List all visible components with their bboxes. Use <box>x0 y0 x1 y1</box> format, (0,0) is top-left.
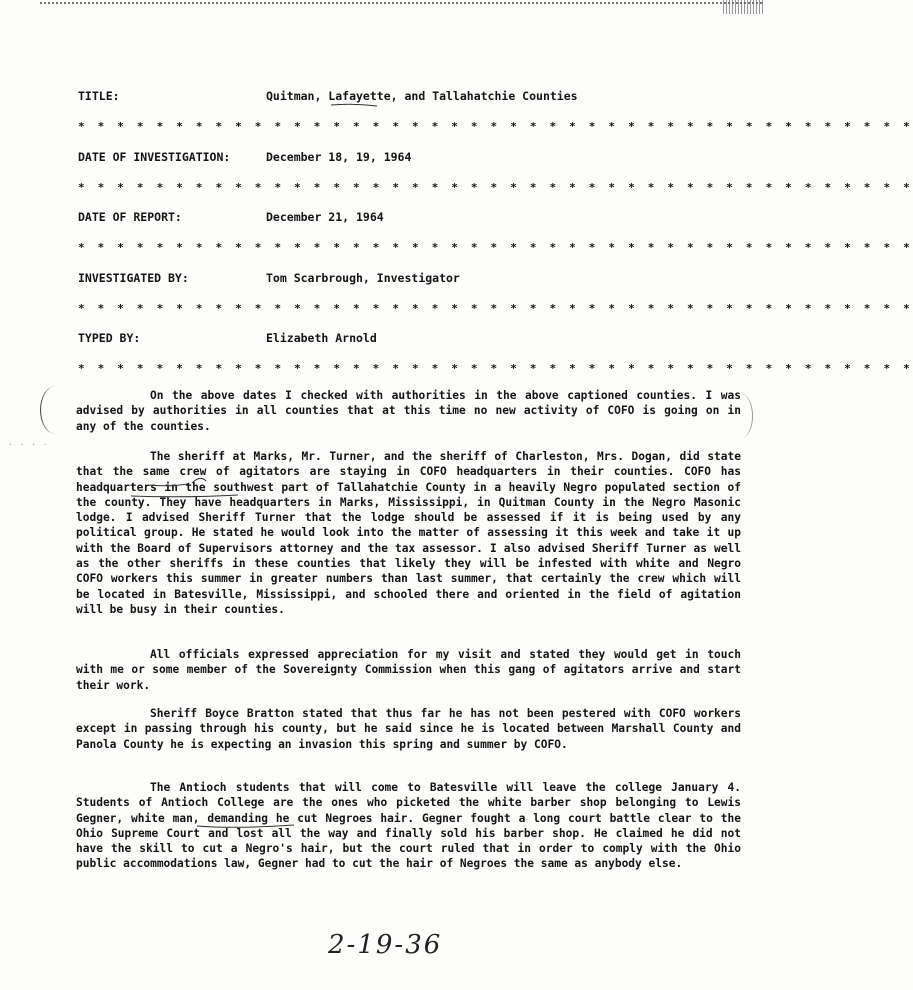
paragraph-5: The Antioch students that will come to Batesville will leave the college January 4. Students of Antioch College are the ones who picketed the white barber shop belonging to Lewis Gegner, white man, demanding he cut Negroes hair. Gegner fought a long court battle clear to the Ohio Supreme Court and lost all the way and finally sold his barber shop. He claimed he did not have the skill to cut a Negro's hair, but the court ruled that in order to comply with the Ohio public accommodations law, Gegner had to cut the hair of Negroes the same as anybody else. <box>76 781 741 871</box>
typed-by-label: TYPED BY: <box>78 331 141 345</box>
paragraph-1: On the above dates I checked with authorities in the above captioned counties. I was advised by authorities in all counties that at this time no new activity of COFO is going on in any of the counties. <box>76 389 741 433</box>
separator-3: * * * * * * * * * * * * * * * * * * * * * * * * * * * * * * * * * * * * * * * * * * * <box>78 241 913 254</box>
margin-bracket-mark <box>40 386 71 434</box>
investigated-by-value: Tom Scarbrough, Investigator <box>266 271 460 285</box>
paragraph-3: All officials expressed appreciation for my visit and stated they would get in touch with me or some member of the Sovereignty Commission when this gang of agitators arrive and start their work. <box>76 648 741 692</box>
date-report-value: December 21, 1964 <box>266 210 384 224</box>
separator-5: * * * * * * * * * * * * * * * * * * * * * * * * * * * * * * * * * * * * * * * * * * * <box>78 362 913 375</box>
page-corner-mark <box>723 0 763 14</box>
paragraph-4: Sheriff Boyce Bratton stated that thus far he has not been pestered with COFO workers except in passing through his county, but he said since he is located between Marshall County and Panola County he is expecting an invasion this spring and summer by COFO. <box>76 707 741 751</box>
separator-2: * * * * * * * * * * * * * * * * * * * * * * * * * * * * * * * * * * * * * * * * * * * <box>78 181 913 194</box>
typed-by-value: Elizabeth Arnold <box>266 331 377 345</box>
handwritten-note: 2-19-36 <box>328 930 443 960</box>
page-top-edge <box>40 2 763 4</box>
date-investigation-label: DATE OF INVESTIGATION: <box>78 150 231 164</box>
separator-1: * * * * * * * * * * * * * * * * * * * * * * * * * * * * * * * * * * * * * * * * * * * <box>78 120 913 133</box>
separator-4: * * * * * * * * * * * * * * * * * * * * * * * * * * * * * * * * * * * * * * * * * * * <box>78 302 913 315</box>
title-label: TITLE: <box>78 89 120 103</box>
margin-smudge: · · · · <box>8 440 49 449</box>
investigated-by-label: INVESTIGATED BY: <box>78 271 189 285</box>
title-value: Quitman, Lafayette, and Tallahatchie Counties <box>266 89 578 103</box>
date-report-label: DATE OF REPORT: <box>78 210 182 224</box>
date-investigation-value: December 18, 19, 1964 <box>266 150 412 164</box>
paragraph-2: The sheriff at Marks, Mr. Turner, and the sheriff of Charleston, Mrs. Dogan, did state that the same crew of agitators are staying in COFO headquarters in their counties. COFO has headquarters in the southwest part of Tallahatchie County in a heavily Negro populated section of the county. They have headquarters in Marks, Mississippi, in Quitman County in the Negro Masonic lodge. I advised Sheriff Turner that the lodge should be assessed if it is being used by any political group. He stated he would look into the matter of assessing it this week and take it up with the Board of Supervisors attorney and the tax assessor. I also advised Sheriff Turner as well as the other sheriffs in these counties that likely they will be infested with white and Negro COFO workers this summer in greater numbers than last summer, that certainly the crew which will be located in Batesville, Mississippi, and schooled there and oriented in the field of agitation will be busy in their counties. <box>76 450 741 616</box>
